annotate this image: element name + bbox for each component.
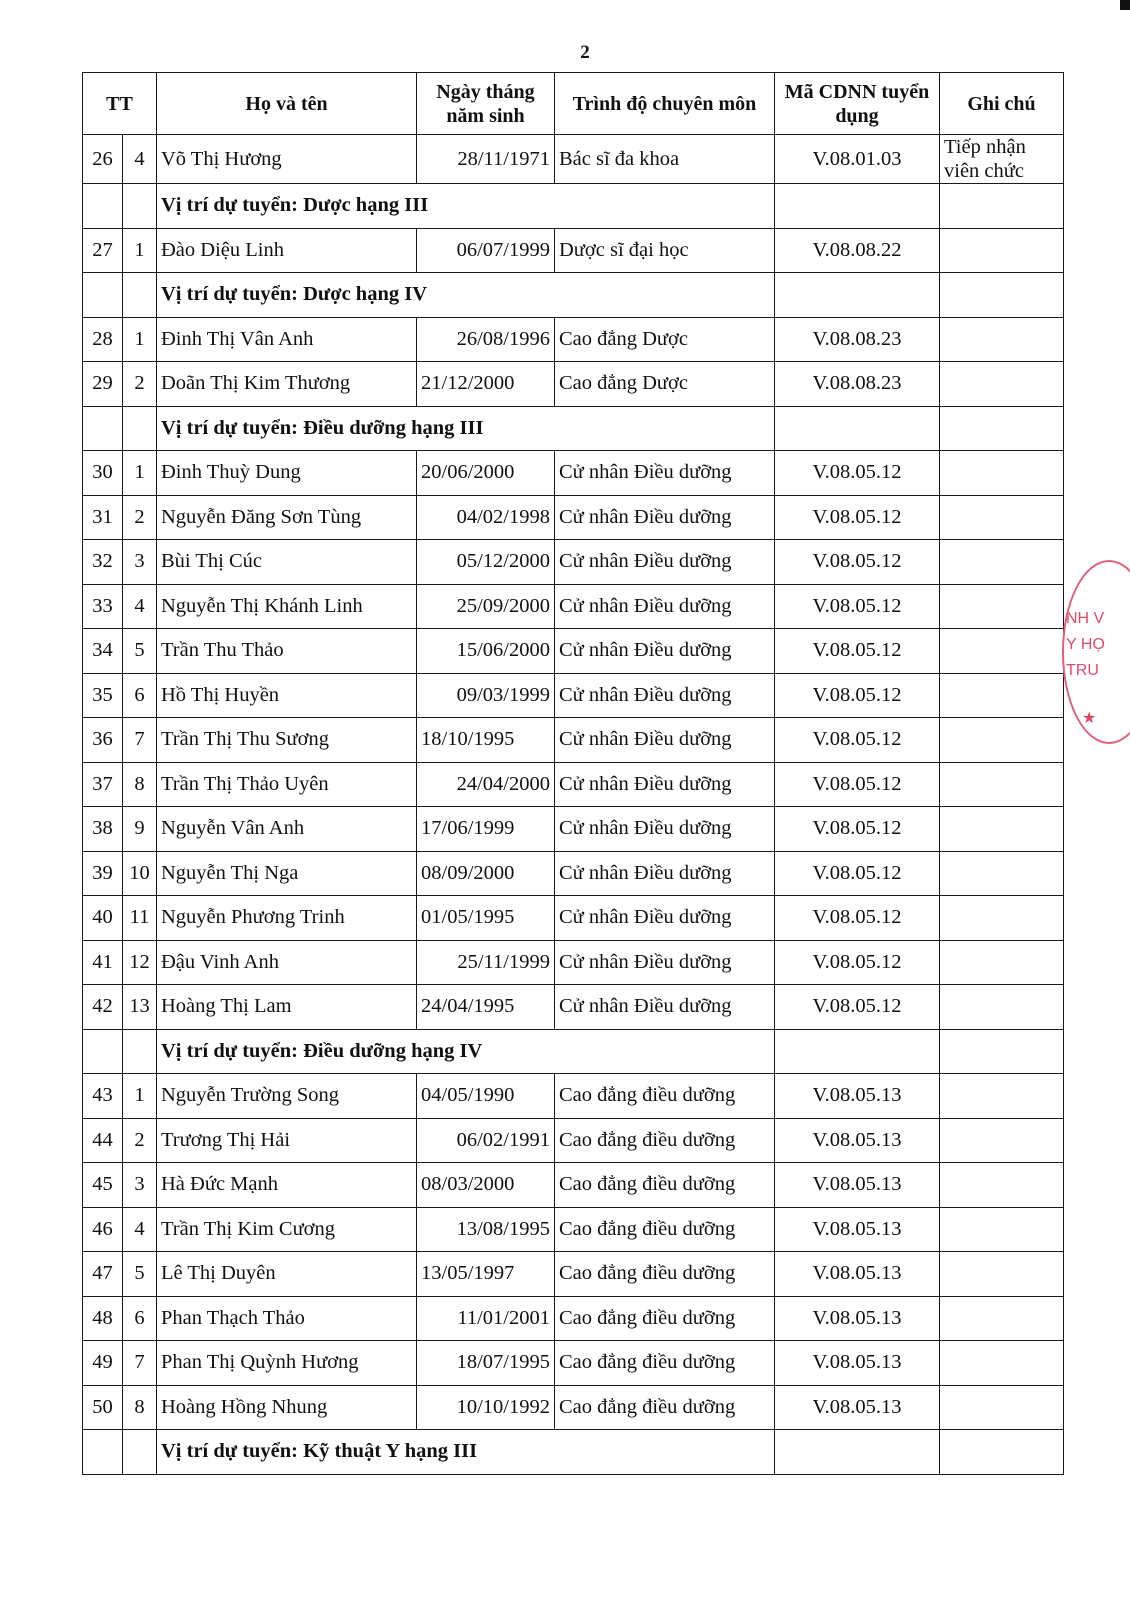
section-row	[83, 184, 1064, 229]
qualification: Cao đẳng điều dưỡng	[555, 1207, 775, 1252]
section-row	[83, 1430, 1064, 1475]
section-empty-sub	[123, 1430, 157, 1475]
position-code: V.08.05.13	[775, 1118, 940, 1163]
date-of-birth: 08/03/2000	[417, 1163, 555, 1208]
position-code: V.08.05.12	[775, 673, 940, 718]
date-of-birth: 25/11/1999	[417, 940, 555, 985]
table-body	[83, 135, 1064, 1475]
note	[940, 1385, 1064, 1430]
row-sub-number: 4	[123, 1207, 157, 1252]
qualification: Cử nhân Điều dưỡng	[555, 584, 775, 629]
candidate-name: Đinh Thị Vân Anh	[157, 317, 417, 362]
row-stt: 33	[83, 584, 123, 629]
row-sub-number: 4	[123, 135, 157, 184]
row-stt: 26	[83, 135, 123, 184]
date-of-birth: 18/10/1995	[417, 718, 555, 763]
position-code: V.08.05.12	[775, 540, 940, 585]
section-empty-note	[940, 1029, 1064, 1074]
date-of-birth: 28/11/1971	[417, 135, 555, 184]
section-empty-sub	[123, 273, 157, 318]
row-stt: 42	[83, 985, 123, 1030]
row-stt: 50	[83, 1385, 123, 1430]
section-label: Vị trí dự tuyển: Điều dưỡng hạng III	[157, 406, 775, 451]
date-of-birth: 04/02/1998	[417, 495, 555, 540]
position-code: V.08.05.13	[775, 1385, 940, 1430]
candidate-name: Đậu Vinh Anh	[157, 940, 417, 985]
candidate-name: Hà Đức Mạnh	[157, 1163, 417, 1208]
row-stt: 32	[83, 540, 123, 585]
note	[940, 228, 1064, 273]
position-code: V.08.05.13	[775, 1252, 940, 1297]
note	[940, 629, 1064, 674]
note	[940, 851, 1064, 896]
candidate-name: Hoàng Thị Lam	[157, 985, 417, 1030]
candidate-name: Trần Thị Thu Sương	[157, 718, 417, 763]
row-stt: 28	[83, 317, 123, 362]
date-of-birth: 24/04/2000	[417, 762, 555, 807]
qualification: Cử nhân Điều dưỡng	[555, 540, 775, 585]
stamp-text-4: TRU	[1066, 662, 1099, 679]
candidate-row	[83, 673, 1064, 718]
row-sub-number: 12	[123, 940, 157, 985]
date-of-birth: 18/07/1995	[417, 1341, 555, 1386]
date-of-birth: 10/10/1992	[417, 1385, 555, 1430]
date-of-birth: 25/09/2000	[417, 584, 555, 629]
row-sub-number: 5	[123, 1252, 157, 1297]
section-empty-stt	[83, 1430, 123, 1475]
candidate-table	[82, 72, 1064, 1475]
qualification: Cử nhân Điều dưỡng	[555, 673, 775, 718]
qualification: Cử nhân Điều dưỡng	[555, 629, 775, 674]
candidate-name: Nguyễn Vân Anh	[157, 807, 417, 852]
candidate-row	[83, 1118, 1064, 1163]
row-stt: 36	[83, 718, 123, 763]
section-label: Vị trí dự tuyển: Điều dưỡng hạng IV	[157, 1029, 775, 1074]
note	[940, 584, 1064, 629]
row-sub-number: 8	[123, 1385, 157, 1430]
candidate-name: Nguyễn Thị Khánh Linh	[157, 584, 417, 629]
note	[940, 495, 1064, 540]
header-tt: TT	[83, 73, 157, 135]
candidate-name: Trương Thị Hải	[157, 1118, 417, 1163]
position-code: V.08.05.13	[775, 1296, 940, 1341]
stamp-text-3: Y HỌ	[1066, 636, 1105, 653]
row-stt: 27	[83, 228, 123, 273]
note	[940, 540, 1064, 585]
qualification: Cử nhân Điều dưỡng	[555, 940, 775, 985]
candidate-name: Đinh Thuỳ Dung	[157, 451, 417, 496]
candidate-row	[83, 807, 1064, 852]
section-row	[83, 1029, 1064, 1074]
candidate-name: Võ Thị Hương	[157, 135, 417, 184]
candidate-name: Đào Diệu Linh	[157, 228, 417, 273]
row-sub-number: 1	[123, 451, 157, 496]
candidate-name: Bùi Thị Cúc	[157, 540, 417, 585]
row-sub-number: 1	[123, 317, 157, 362]
candidate-row	[83, 362, 1064, 407]
header-name: Họ và tên	[157, 73, 417, 135]
qualification: Cao đẳng điều dưỡng	[555, 1118, 775, 1163]
note	[940, 718, 1064, 763]
qualification: Cao đẳng điều dưỡng	[555, 1385, 775, 1430]
row-sub-number: 7	[123, 1341, 157, 1386]
row-sub-number: 8	[123, 762, 157, 807]
position-code: V.08.05.13	[775, 1163, 940, 1208]
candidate-row	[83, 1207, 1064, 1252]
row-stt: 38	[83, 807, 123, 852]
position-code: V.08.05.12	[775, 851, 940, 896]
row-stt: 46	[83, 1207, 123, 1252]
candidate-row	[83, 317, 1064, 362]
stamp-text-1: TỈ	[1066, 570, 1081, 587]
row-sub-number: 2	[123, 362, 157, 407]
row-stt: 29	[83, 362, 123, 407]
date-of-birth: 13/05/1997	[417, 1252, 555, 1297]
section-empty-code	[775, 184, 940, 229]
date-of-birth: 04/05/1990	[417, 1074, 555, 1119]
position-code: V.08.05.12	[775, 584, 940, 629]
candidate-row	[83, 985, 1064, 1030]
position-code: V.08.01.03	[775, 135, 940, 184]
date-of-birth: 21/12/2000	[417, 362, 555, 407]
date-of-birth: 24/04/1995	[417, 985, 555, 1030]
section-empty-stt	[83, 273, 123, 318]
row-sub-number: 7	[123, 718, 157, 763]
row-sub-number: 6	[123, 673, 157, 718]
row-stt: 47	[83, 1252, 123, 1297]
note	[940, 362, 1064, 407]
note	[940, 940, 1064, 985]
qualification: Cao đẳng điều dưỡng	[555, 1163, 775, 1208]
date-of-birth: 20/06/2000	[417, 451, 555, 496]
section-label: Vị trí dự tuyển: Dược hạng IV	[157, 273, 775, 318]
note	[940, 451, 1064, 496]
candidate-name: Nguyễn Thị Nga	[157, 851, 417, 896]
section-label: Vị trí dự tuyển: Kỹ thuật Y hạng III	[157, 1430, 775, 1475]
candidate-name: Nguyễn Phương Trinh	[157, 896, 417, 941]
header-qualification: Trình độ chuyên môn	[555, 73, 775, 135]
position-code: V.08.05.12	[775, 451, 940, 496]
position-code: V.08.05.13	[775, 1341, 940, 1386]
candidate-row	[83, 540, 1064, 585]
note	[940, 1163, 1064, 1208]
candidate-row	[83, 451, 1064, 496]
row-stt: 34	[83, 629, 123, 674]
row-sub-number: 1	[123, 228, 157, 273]
row-stt: 41	[83, 940, 123, 985]
position-code: V.08.05.12	[775, 807, 940, 852]
qualification: Cử nhân Điều dưỡng	[555, 985, 775, 1030]
position-code: V.08.05.12	[775, 985, 940, 1030]
position-code: V.08.05.12	[775, 718, 940, 763]
header-dob: Ngày tháng năm sinh	[417, 73, 555, 135]
header-note: Ghi chú	[940, 73, 1064, 135]
date-of-birth: 08/09/2000	[417, 851, 555, 896]
row-sub-number: 3	[123, 540, 157, 585]
candidate-row	[83, 228, 1064, 273]
section-empty-stt	[83, 1029, 123, 1074]
qualification: Cử nhân Điều dưỡng	[555, 807, 775, 852]
qualification: Cao đẳng Dược	[555, 362, 775, 407]
row-sub-number: 4	[123, 584, 157, 629]
candidate-name: Phan Thị Quỳnh Hương	[157, 1341, 417, 1386]
section-empty-code	[775, 273, 940, 318]
official-stamp	[1062, 560, 1130, 744]
qualification: Cử nhân Điều dưỡng	[555, 762, 775, 807]
row-stt: 40	[83, 896, 123, 941]
date-of-birth: 05/12/2000	[417, 540, 555, 585]
row-sub-number: 9	[123, 807, 157, 852]
qualification: Cử nhân Điều dưỡng	[555, 718, 775, 763]
candidate-row	[83, 584, 1064, 629]
candidate-name: Doãn Thị Kim Thương	[157, 362, 417, 407]
position-code: V.08.05.12	[775, 762, 940, 807]
candidate-name: Phan Thạch Thảo	[157, 1296, 417, 1341]
date-of-birth: 06/07/1999	[417, 228, 555, 273]
candidate-row	[83, 1252, 1064, 1297]
candidate-name: Trần Thị Thảo Uyên	[157, 762, 417, 807]
row-sub-number: 13	[123, 985, 157, 1030]
page-number: 2	[580, 42, 590, 63]
date-of-birth: 26/08/1996	[417, 317, 555, 362]
row-stt: 44	[83, 1118, 123, 1163]
position-code: V.08.05.12	[775, 940, 940, 985]
row-stt: 39	[83, 851, 123, 896]
candidate-row	[83, 1341, 1064, 1386]
section-row	[83, 406, 1064, 451]
candidate-row	[83, 718, 1064, 763]
section-empty-note	[940, 273, 1064, 318]
position-code: V.08.08.23	[775, 362, 940, 407]
date-of-birth: 11/01/2001	[417, 1296, 555, 1341]
section-empty-sub	[123, 184, 157, 229]
qualification: Cử nhân Điều dưỡng	[555, 451, 775, 496]
date-of-birth: 01/05/1995	[417, 896, 555, 941]
qualification: Cao đẳng Dược	[555, 317, 775, 362]
row-sub-number: 3	[123, 1163, 157, 1208]
section-empty-sub	[123, 1029, 157, 1074]
row-stt: 35	[83, 673, 123, 718]
section-label: Vị trí dự tuyển: Dược hạng III	[157, 184, 775, 229]
row-sub-number: 11	[123, 896, 157, 941]
candidate-row	[83, 1074, 1064, 1119]
position-code: V.08.08.23	[775, 317, 940, 362]
row-stt: 49	[83, 1341, 123, 1386]
qualification: Cao đẳng điều dưỡng	[555, 1252, 775, 1297]
candidate-row	[83, 495, 1064, 540]
note	[940, 1118, 1064, 1163]
candidate-name: Lê Thị Duyên	[157, 1252, 417, 1297]
corner-mark	[1120, 0, 1130, 10]
candidate-name: Nguyễn Trường Song	[157, 1074, 417, 1119]
candidate-row	[83, 1163, 1064, 1208]
qualification: Bác sĩ đa khoa	[555, 135, 775, 184]
position-code: V.08.05.13	[775, 1074, 940, 1119]
qualification: Cử nhân Điều dưỡng	[555, 896, 775, 941]
date-of-birth: 13/08/1995	[417, 1207, 555, 1252]
position-code: V.08.08.22	[775, 228, 940, 273]
date-of-birth: 09/03/1999	[417, 673, 555, 718]
candidate-row	[83, 851, 1064, 896]
note	[940, 1341, 1064, 1386]
section-empty-note	[940, 406, 1064, 451]
section-empty-note	[940, 184, 1064, 229]
qualification: Cử nhân Điều dưỡng	[555, 851, 775, 896]
date-of-birth: 15/06/2000	[417, 629, 555, 674]
section-empty-sub	[123, 406, 157, 451]
stamp-star: ★	[1082, 710, 1097, 727]
note	[940, 896, 1064, 941]
note	[940, 1074, 1064, 1119]
candidate-name: Hồ Thị Huyền	[157, 673, 417, 718]
row-stt: 43	[83, 1074, 123, 1119]
row-stt: 30	[83, 451, 123, 496]
candidate-row	[83, 629, 1064, 674]
row-stt: 31	[83, 495, 123, 540]
date-of-birth: 17/06/1999	[417, 807, 555, 852]
note	[940, 762, 1064, 807]
row-sub-number: 1	[123, 1074, 157, 1119]
note	[940, 985, 1064, 1030]
note	[940, 1207, 1064, 1252]
qualification: Cao đẳng điều dưỡng	[555, 1341, 775, 1386]
qualification: Dược sĩ đại học	[555, 228, 775, 273]
stamp-text-2: NH V	[1066, 610, 1105, 627]
note	[940, 1296, 1064, 1341]
candidate-name: Trần Thị Kim Cương	[157, 1207, 417, 1252]
section-row	[83, 273, 1064, 318]
table-header	[83, 73, 1064, 135]
position-code: V.08.05.12	[775, 495, 940, 540]
note	[940, 1252, 1064, 1297]
qualification: Cử nhân Điều dưỡng	[555, 495, 775, 540]
row-sub-number: 5	[123, 629, 157, 674]
candidate-row	[83, 1296, 1064, 1341]
section-empty-note	[940, 1430, 1064, 1475]
row-sub-number: 2	[123, 495, 157, 540]
header-code: Mã CDNN tuyển dụng	[775, 73, 940, 135]
candidate-name: Trần Thu Thảo	[157, 629, 417, 674]
qualification: Cao đẳng điều dưỡng	[555, 1074, 775, 1119]
section-empty-code	[775, 1029, 940, 1074]
note	[940, 317, 1064, 362]
candidate-row	[83, 762, 1064, 807]
row-stt: 45	[83, 1163, 123, 1208]
date-of-birth: 06/02/1991	[417, 1118, 555, 1163]
candidate-row	[83, 1385, 1064, 1430]
row-sub-number: 6	[123, 1296, 157, 1341]
position-code: V.08.05.13	[775, 1207, 940, 1252]
section-empty-code	[775, 1430, 940, 1475]
qualification: Cao đẳng điều dưỡng	[555, 1296, 775, 1341]
row-stt: 37	[83, 762, 123, 807]
position-code: V.08.05.12	[775, 629, 940, 674]
row-sub-number: 2	[123, 1118, 157, 1163]
candidate-row	[83, 135, 1064, 184]
candidate-name: Nguyễn Đăng Sơn Tùng	[157, 495, 417, 540]
note: Tiếp nhận viên chức	[940, 135, 1064, 184]
row-sub-number: 10	[123, 851, 157, 896]
candidate-row	[83, 896, 1064, 941]
note	[940, 807, 1064, 852]
section-empty-stt	[83, 184, 123, 229]
note	[940, 673, 1064, 718]
candidate-row	[83, 940, 1064, 985]
candidate-name: Hoàng Hồng Nhung	[157, 1385, 417, 1430]
position-code: V.08.05.12	[775, 896, 940, 941]
section-empty-code	[775, 406, 940, 451]
section-empty-stt	[83, 406, 123, 451]
row-stt: 48	[83, 1296, 123, 1341]
